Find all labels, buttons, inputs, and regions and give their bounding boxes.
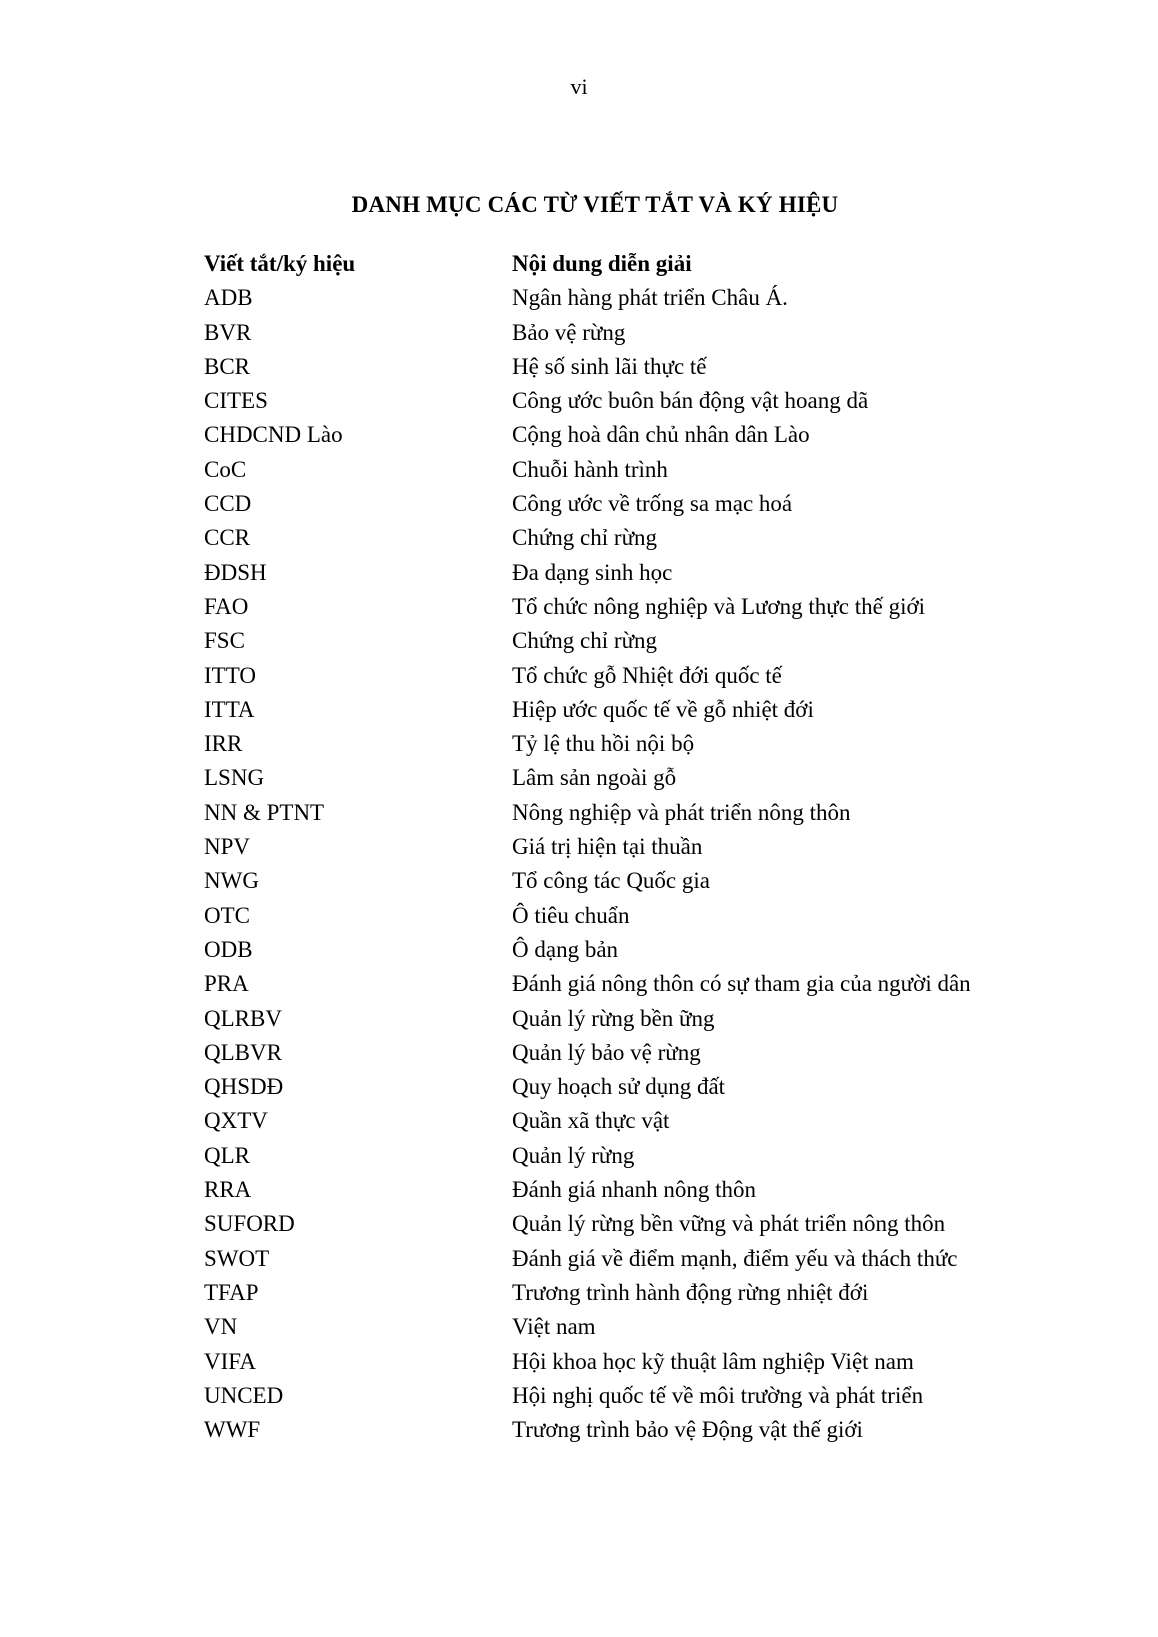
row-desc: Ô tiêu chuẩn: [512, 902, 630, 928]
table-row: [204, 350, 1084, 384]
row-abbr: QLR: [204, 1142, 250, 1168]
row-abbr: CITES: [204, 388, 268, 414]
row-desc: Nông nghiệp và phát triển nông thôn: [512, 799, 851, 825]
table-row: [204, 967, 1084, 1001]
row-abbr: BCR: [204, 353, 251, 379]
table-row: [204, 899, 1084, 933]
row-desc: Chuỗi hành trình: [512, 456, 668, 482]
row-abbr: QHSDĐ: [204, 1074, 284, 1100]
table-row: [204, 727, 1084, 761]
row-desc: Tỷ lệ thu hồi nội bộ: [512, 731, 695, 757]
table-row: [204, 1173, 1084, 1207]
table-row: [204, 1242, 1084, 1276]
table-row: [204, 384, 1084, 418]
table-row: [204, 1310, 1084, 1344]
table-row: [204, 624, 1084, 658]
row-desc: Hệ số sinh lãi thực tế: [512, 353, 707, 379]
row-desc: Đánh giá nhanh nông thôn: [512, 1177, 757, 1203]
row-desc: Tổ chức nông nghiệp và Lương thực thế giới: [512, 593, 926, 619]
row-abbr: QXTV: [204, 1108, 268, 1134]
table-row: [204, 864, 1084, 898]
row-desc: Hội nghị quốc tế về môi trường và phát triển: [512, 1382, 924, 1408]
table-row: [204, 590, 1084, 624]
row-abbr: NPV: [204, 834, 251, 860]
header-desc: Nội dung diễn giải: [512, 251, 692, 276]
row-desc: Chứng chỉ rừng: [512, 525, 658, 551]
row-abbr: QLBVR: [204, 1039, 282, 1065]
table-row: [204, 453, 1084, 487]
row-abbr: VN: [204, 1314, 238, 1340]
row-abbr: FSC: [204, 628, 245, 654]
row-abbr: IRR: [204, 731, 243, 757]
table-row: [204, 316, 1084, 350]
row-abbr: FAO: [204, 593, 249, 619]
row-abbr: CCD: [204, 491, 252, 517]
row-desc: Đánh giá về điểm mạnh, điểm yếu và thách thức: [512, 1245, 958, 1271]
table-row: [204, 418, 1084, 452]
row-abbr: LSNG: [204, 765, 265, 791]
row-desc: Hội khoa học kỹ thuật lâm nghiệp Việt nam: [512, 1348, 914, 1374]
row-desc: Chứng chỉ rừng: [512, 628, 658, 654]
row-desc: Việt nam: [512, 1314, 596, 1340]
table-row: [204, 1070, 1084, 1104]
row-abbr: VIFA: [204, 1348, 256, 1374]
row-abbr: OTC: [204, 902, 250, 928]
row-desc: Trương trình bảo vệ Động vật thế giới: [512, 1417, 863, 1443]
table-row: [204, 761, 1084, 795]
table-row: [204, 521, 1084, 555]
table-body: [204, 281, 1084, 1447]
table-row: [204, 556, 1084, 590]
table-row: [204, 1139, 1084, 1173]
page-number: vi: [570, 74, 588, 99]
row-abbr: WWF: [204, 1417, 261, 1443]
row-desc: Ngân hàng phát triển Châu Á.: [512, 285, 788, 311]
row-abbr: ĐDSH: [204, 559, 267, 585]
row-abbr: CHDCND Lào: [204, 422, 343, 448]
row-desc: Đa dạng sinh học: [512, 559, 673, 585]
row-abbr: ADB: [204, 285, 253, 311]
table-row: [204, 1413, 1084, 1447]
row-abbr: PRA: [204, 971, 249, 997]
table-row: [204, 659, 1084, 693]
table-row: [204, 796, 1084, 830]
row-desc: Quản lý rừng: [512, 1142, 635, 1168]
row-desc: Ô dạng bản: [512, 936, 619, 962]
row-abbr: TFAP: [204, 1279, 259, 1305]
row-desc: Quản lý rừng bền vững và phát triển nông thôn: [512, 1211, 946, 1237]
row-desc: Trương trình hành động rừng nhiệt đới: [512, 1279, 869, 1305]
table-row: [204, 1002, 1084, 1036]
row-desc: Tổ công tác Quốc gia: [512, 868, 710, 894]
row-abbr: NN & PTNT: [204, 799, 325, 825]
table-row: [204, 933, 1084, 967]
table-row: [204, 487, 1084, 521]
row-abbr: UNCED: [204, 1382, 284, 1408]
table-row: [204, 1276, 1084, 1310]
row-abbr: SWOT: [204, 1245, 270, 1271]
row-desc: Đánh giá nông thôn có sự tham gia của người dân: [512, 971, 971, 997]
row-desc: Quần xã thực vật: [512, 1108, 670, 1134]
row-abbr: SUFORD: [204, 1211, 295, 1237]
table-row: [204, 830, 1084, 864]
abbreviation-table: [204, 247, 1084, 1447]
row-abbr: CoC: [204, 456, 247, 482]
row-abbr: RRA: [204, 1177, 252, 1203]
table-row: [204, 1036, 1084, 1070]
row-desc: Cộng hoà dân chủ nhân dân Lào: [512, 422, 810, 448]
row-abbr: BVR: [204, 319, 252, 345]
table-row: [204, 1379, 1084, 1413]
row-desc: Công ước buôn bán động vật hoang dã: [512, 388, 869, 414]
row-desc: Quản lý rừng bền ững: [512, 1005, 715, 1031]
row-abbr: ITTA: [204, 696, 255, 722]
row-abbr: NWG: [204, 868, 259, 894]
row-desc: Lâm sản ngoài gỗ: [512, 765, 677, 791]
table-row: [204, 1207, 1084, 1241]
row-desc: Bảo vệ rừng: [512, 319, 626, 345]
row-desc: Quy hoạch sử dụng đất: [512, 1074, 726, 1100]
table-row: [204, 693, 1084, 727]
table-row: [204, 1104, 1084, 1138]
row-desc: Công ước về trống sa mạc hoá: [512, 491, 793, 517]
row-abbr: QLRBV: [204, 1005, 282, 1031]
row-desc: Giá trị hiện tại thuần: [512, 834, 703, 860]
row-desc: Hiệp ước quốc tế về gỗ nhiệt đới: [512, 696, 814, 722]
row-abbr: ODB: [204, 936, 253, 962]
row-desc: Quản lý bảo vệ rừng: [512, 1039, 701, 1065]
row-abbr: ITTO: [204, 662, 256, 688]
row-desc: Tổ chức gỗ Nhiệt đới quốc tế: [512, 662, 782, 688]
table-row: [204, 1345, 1084, 1379]
header-abbr: Viết tắt/ký hiệu: [204, 251, 356, 276]
table-header-row: [204, 247, 1084, 281]
table-row: [204, 281, 1084, 315]
row-abbr: CCR: [204, 525, 251, 551]
page-title: DANH MỤC CÁC TỪ VIẾT TẮT VÀ KÝ HIỆU: [351, 192, 839, 217]
